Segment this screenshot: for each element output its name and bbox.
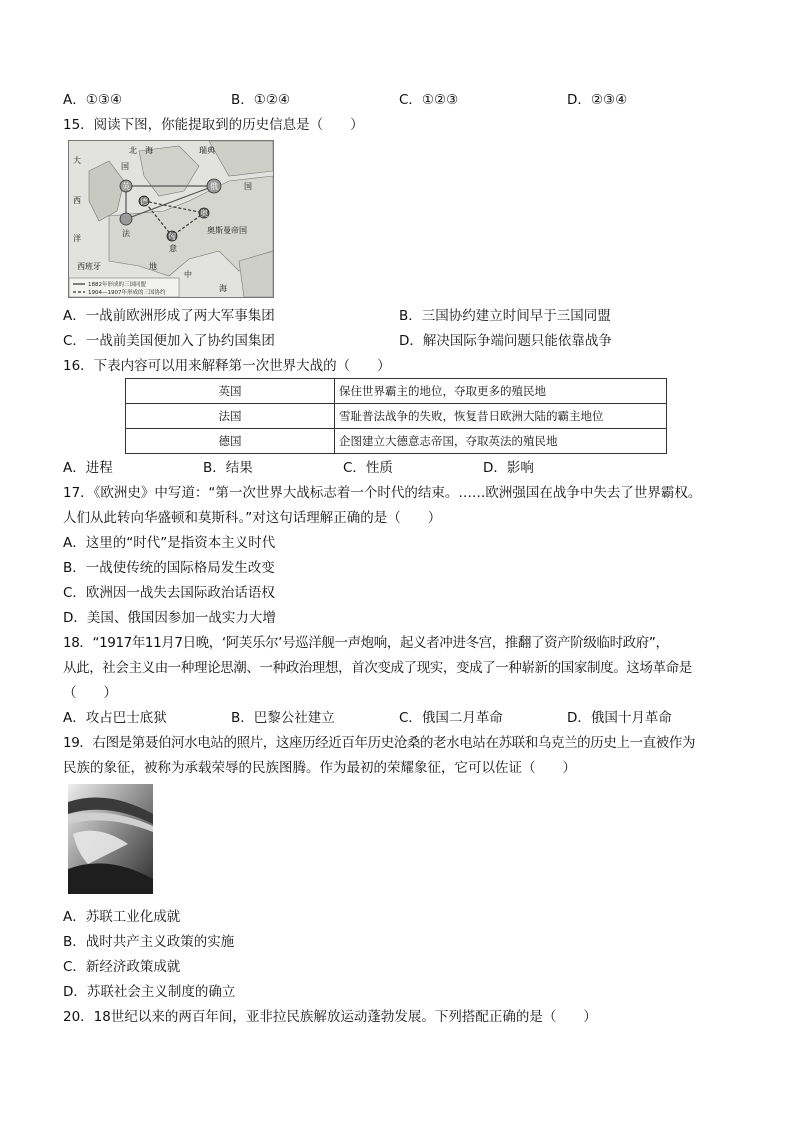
q18-option-c: C．俄国二月革命 bbox=[399, 710, 503, 726]
map-label: 海 bbox=[219, 284, 227, 293]
q18-option-d: D．俄国十月革命 bbox=[567, 710, 672, 726]
q15-option-a: A．一战前欧洲形成了两大军事集团 bbox=[63, 308, 275, 324]
map-label: 大 bbox=[73, 156, 81, 165]
q19-option-d: D．苏联社会主义制度的确立 bbox=[63, 984, 236, 1000]
q19-option-c: C．新经济政策成就 bbox=[63, 959, 181, 975]
map-label: 奥斯曼帝国 bbox=[207, 226, 247, 235]
photo-graphic bbox=[68, 784, 153, 894]
q18-stem-line1: 18．“1917年11月7日晚，‘阿芙乐尔’号巡洋舰一声炮响，起义者冲进冬宫，推翻了资产阶级临时政府”， bbox=[63, 635, 669, 651]
q19-option-a: A．苏联工业化成就 bbox=[63, 909, 181, 925]
map-label: 英 bbox=[122, 182, 130, 191]
map-label: 国 bbox=[121, 162, 129, 171]
q17-option-c: C．欧洲因一战失去国际政治话语权 bbox=[63, 585, 275, 601]
q15-option-c: C．一战前美国便加入了协约国集团 bbox=[63, 333, 275, 349]
q18-stem-line3: （ ） bbox=[63, 685, 117, 701]
table-cell-motive: 雪耻普法战争的失败，恢复昔日欧洲大陆的霸主地位 bbox=[335, 404, 667, 429]
q19-stem-line2: 民族的象征，被称为承载荣辱的民族图腾。作为最初的荣耀象征，它可以佐证（ ） bbox=[63, 760, 576, 776]
map-label: 西班牙 bbox=[77, 262, 101, 271]
q18-option-b: B．巴黎公社建立 bbox=[231, 710, 335, 726]
table-cell-motive: 保住世界霸主的地位，夺取更多的殖民地 bbox=[335, 379, 667, 404]
q16-option-c: C．性质 bbox=[343, 460, 393, 476]
map-label: 奥 bbox=[200, 209, 208, 218]
q19-option-b: B．战时共产主义政策的实施 bbox=[63, 934, 235, 950]
q16-option-b: B．结果 bbox=[203, 460, 253, 476]
table-cell-country: 法国 bbox=[126, 404, 335, 429]
q15-option-d: D．解决国际争端问题只能依靠战争 bbox=[399, 333, 612, 349]
map-label: 北 海 bbox=[129, 146, 153, 155]
map-legend-item: 1904—1907年形成的三国协约 bbox=[88, 290, 166, 296]
map-label: 俄 bbox=[210, 182, 218, 191]
map-label: 西 bbox=[73, 196, 81, 205]
map-label: 意 bbox=[169, 244, 177, 253]
map-label: 洋 bbox=[73, 234, 81, 243]
map-label: 匈 bbox=[168, 232, 176, 241]
q17-option-b: B．一战使传统的国际格局发生改变 bbox=[63, 560, 275, 576]
q17-option-d: D．美国、俄国因参加一战实力大增 bbox=[63, 610, 276, 626]
table-cell-country: 英国 bbox=[126, 379, 335, 404]
q15-stem: 15．阅读下图，你能提取到的历史信息是（ ） bbox=[63, 117, 364, 133]
q14-option-a: A．①③④ bbox=[63, 92, 123, 108]
q14-option-b: B．①②④ bbox=[231, 92, 291, 108]
q14-option-c: C．①②③ bbox=[399, 92, 459, 108]
q18-stem-line2: 从此，社会主义由一种理论思潮、一种政治理想，首次变成了现实，变成了一种崭新的国家制度。这场革命是 bbox=[63, 660, 692, 676]
table-row bbox=[126, 379, 667, 404]
table-cell-motive: 企图建立大德意志帝国，夺取英法的殖民地 bbox=[335, 429, 667, 454]
table-row bbox=[126, 404, 667, 429]
europe-alliance-map bbox=[68, 140, 274, 298]
q17-stem-line2: 人们从此转向华盛顿和莫斯科。”对这句话理解正确的是（ ） bbox=[63, 510, 442, 526]
q14-option-d: D．②③④ bbox=[567, 92, 628, 108]
q16-motives-table bbox=[125, 378, 667, 454]
q15-option-b: B．三国协约建立时间早于三国同盟 bbox=[399, 308, 611, 324]
q17-option-a: A．这里的“时代”是指资本主义时代 bbox=[63, 535, 276, 551]
map-graphic bbox=[69, 141, 273, 297]
q19-stem-line1: 19．右图是第聂伯河水电站的照片，这座历经近百年历史沧桑的老水电站在苏联和乌克兰的历史上一直被作为 bbox=[63, 735, 696, 751]
map-label: 中 bbox=[184, 270, 192, 279]
q18-option-a: A．攻占巴士底狱 bbox=[63, 710, 167, 726]
q16-stem: 16．下表内容可以用来解释第一次世界大战的（ ） bbox=[63, 358, 391, 374]
table-row bbox=[126, 429, 667, 454]
map-label: 德 bbox=[140, 197, 148, 206]
map-label: 法 bbox=[122, 229, 130, 238]
map-legend-item: 1882年形成的三国同盟 bbox=[88, 282, 146, 288]
q16-option-d: D．影响 bbox=[483, 460, 534, 476]
q17-stem-line1: 17．《欧洲史》中写道：“第一次世界大战标志着一个时代的结束。……欧洲强国在战争中失去了世界霸权。 bbox=[63, 485, 702, 501]
q16-option-a: A．进程 bbox=[63, 460, 113, 476]
q20-stem: 20．18世纪以来的两百年间，亚非拉民族解放运动蓬勃发展。下列搭配正确的是（ ） bbox=[63, 1009, 597, 1025]
table-cell-country: 德国 bbox=[126, 429, 335, 454]
dnieper-hydro-station-photo bbox=[68, 784, 153, 894]
map-label: 国 bbox=[244, 182, 252, 191]
map-label: 地 bbox=[149, 262, 157, 271]
map-label: 瑞典 bbox=[199, 146, 215, 155]
